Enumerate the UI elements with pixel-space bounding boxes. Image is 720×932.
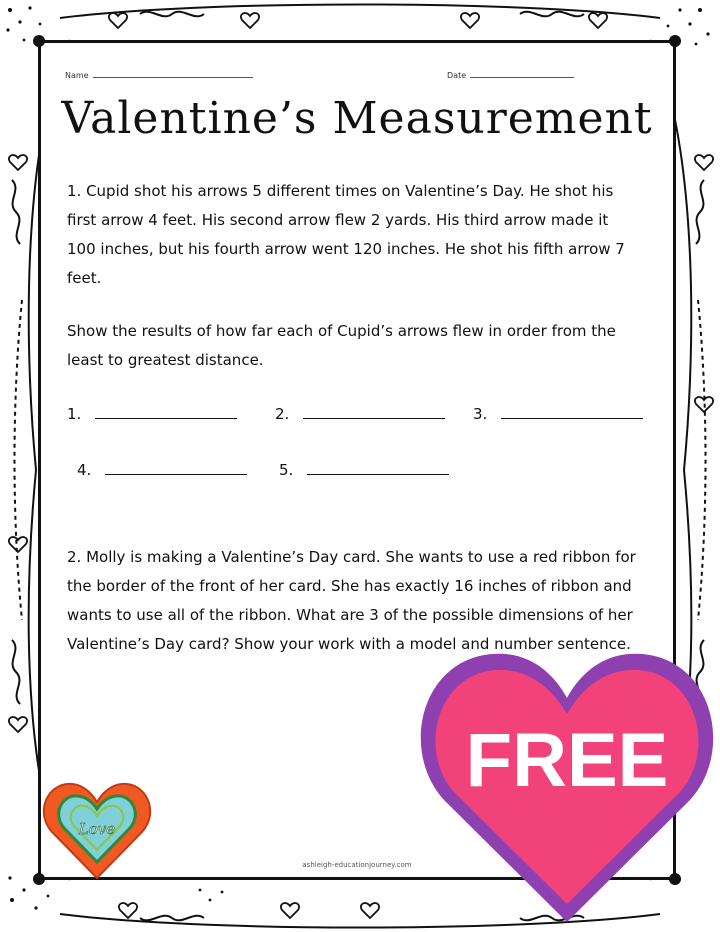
blank-number: 1. (67, 405, 82, 423)
corner-dot (33, 35, 45, 47)
date-line (470, 77, 574, 78)
blank-line (95, 406, 237, 419)
date-label: Date (447, 71, 467, 80)
blank-line (501, 406, 643, 419)
question-1-instruction: Show the results of how far each of Cupid’s arrows flew in order from the least to greatest distance. (67, 322, 616, 369)
question-2-text: 2. Molly is making a Valentine’s Day card. She wants to use a red ribbon for the border of the front of her card. She has exactly 16 inches of ribbon and wants to use all of the ribbon. What are 3 of the possible dimensions of her Valentine’s Day card? Show your work with a model and number sentence. (67, 548, 636, 653)
blank-number: 2. (275, 405, 290, 423)
footer-url: ashleigh-educationjourney.com (302, 861, 412, 869)
blank-number: 4. (77, 461, 92, 479)
love-label: Love (78, 820, 116, 838)
free-label: FREE (465, 718, 669, 803)
corner-dot (669, 35, 681, 47)
answer-blank-5[interactable] (279, 461, 449, 479)
blank-number: 5. (279, 461, 294, 479)
name-field[interactable] (65, 71, 253, 80)
love-heart-icon (42, 776, 152, 886)
answer-blank-2[interactable] (275, 405, 445, 423)
blank-line (105, 462, 247, 475)
answer-blank-4[interactable] (77, 461, 247, 479)
blank-line (307, 462, 449, 475)
answer-blank-3[interactable] (473, 405, 643, 423)
name-label: Name (65, 71, 89, 80)
name-line (93, 77, 253, 78)
date-field[interactable] (447, 71, 574, 80)
answer-blank-1[interactable] (67, 405, 237, 423)
page-title: Valentine’s Measurement (61, 93, 653, 144)
blank-line (303, 406, 445, 419)
blank-number: 3. (473, 405, 488, 423)
question-1-text: 1. Cupid shot his arrows 5 different times on Valentine’s Day. He shot his first arrow 4 feet. His second arrow flew 2 yards. His third arrow made it 100 inches, but his fourth arrow went 120 inches. He shot his fifth arrow 7 feet. (67, 182, 625, 287)
free-heart-badge (414, 640, 720, 932)
